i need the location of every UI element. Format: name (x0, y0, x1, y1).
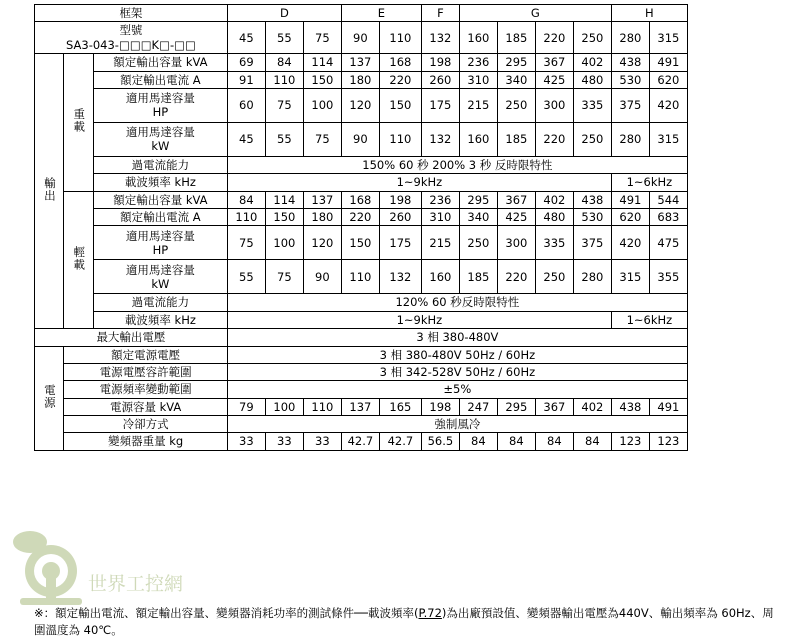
cell: 420 (649, 88, 687, 122)
cell: 544 (649, 191, 687, 208)
cell: 132 (379, 260, 421, 294)
cell: 220 (341, 209, 379, 226)
cell: 100 (303, 88, 341, 122)
cell: 120 (303, 226, 341, 260)
cell: 168 (379, 54, 421, 71)
model-label (35, 22, 228, 54)
model-value: 315 (649, 22, 687, 54)
cell: 75 (227, 226, 265, 260)
model-value: 90 (341, 22, 379, 54)
footnote (34, 605, 774, 638)
table-row-heavy-kw (35, 122, 688, 156)
model-value: 55 (265, 22, 303, 54)
cell: 247 (459, 398, 497, 415)
row-label-heavy-kw: 適用馬達容量 kW (93, 122, 227, 156)
table-row-heavy-carrier (35, 174, 688, 191)
cell: 367 (535, 54, 573, 71)
cell: 100 (265, 398, 303, 415)
cell: 340 (497, 71, 535, 88)
cell: 335 (535, 226, 573, 260)
cell: 250 (573, 122, 611, 156)
cell: 84 (459, 433, 497, 450)
row-label-rated-source-voltage: 額定電源電壓 (64, 346, 227, 363)
cell: 45 (227, 122, 265, 156)
row-label-light-overload: 過電流能力 (93, 294, 227, 311)
cell-light-overload: 120% 60 秒反時限特性 (227, 294, 687, 311)
cell: 69 (227, 54, 265, 71)
cell-light-carrier-b: 1~6kHz (611, 311, 687, 328)
footnote-marker: ※ (34, 606, 44, 620)
cell: 315 (611, 260, 649, 294)
cell: 150 (265, 209, 303, 226)
cell: 402 (573, 398, 611, 415)
cell: 33 (265, 433, 303, 450)
row-label-heavy-hp: 適用馬達容量 HP (93, 88, 227, 122)
cell: 100 (265, 226, 303, 260)
cell: 683 (649, 209, 687, 226)
cell: 84 (265, 54, 303, 71)
cell: 180 (303, 209, 341, 226)
cell: 480 (573, 71, 611, 88)
cell: 165 (379, 398, 421, 415)
section-label-light: 輕載 (64, 191, 93, 329)
cell: 185 (459, 260, 497, 294)
cell: 123 (611, 433, 649, 450)
cell: 300 (497, 226, 535, 260)
cell: 491 (611, 191, 649, 208)
row-label-cooling: 冷卻方式 (64, 416, 227, 433)
cell: 530 (611, 71, 649, 88)
cell: 340 (459, 209, 497, 226)
cell: 137 (341, 398, 379, 415)
cell: 402 (573, 54, 611, 71)
cell: 137 (341, 54, 379, 71)
table-row-max-voltage (35, 329, 688, 346)
frame-group-d: D (227, 5, 341, 22)
table-row-light-kva (35, 191, 688, 208)
watermark-logo (6, 516, 236, 612)
cell-heavy-carrier-a: 1~9kHz (227, 174, 611, 191)
cell: 110 (341, 260, 379, 294)
cell: 425 (497, 209, 535, 226)
frame-group-f: F (421, 5, 459, 22)
table-row-heavy-kva (35, 54, 688, 71)
model-value: 250 (573, 22, 611, 54)
cell: 250 (459, 226, 497, 260)
cell: 42.7 (379, 433, 421, 450)
cell-heavy-overload: 150% 60 秒 200% 3 秒 反時限特性 (227, 156, 687, 173)
cell-heavy-carrier-b: 1~6kHz (611, 174, 687, 191)
frame-group-g: G (459, 5, 611, 22)
row-label-light-amp: 額定輸出電流 A (93, 209, 227, 226)
cell: 185 (497, 122, 535, 156)
row-label-weight: 變頻器重量 kg (64, 433, 227, 450)
cell: 260 (379, 209, 421, 226)
cell: 55 (227, 260, 265, 294)
frame-label: 框架 (35, 5, 228, 22)
cell: 150 (379, 88, 421, 122)
model-value: 220 (535, 22, 573, 54)
cell: 491 (649, 398, 687, 415)
specification-table (34, 4, 688, 451)
cell: 280 (611, 122, 649, 156)
row-label-heavy-kva: 額定輸出容量 kVA (93, 54, 227, 71)
cell: 60 (227, 88, 265, 122)
footnote-text-1: ：額定輸出電流、額定輸出容量、變頻器消耗功率的測試條件──載波頻率( (43, 606, 419, 620)
cell: 438 (611, 54, 649, 71)
cell-rated-source-voltage: 3 相 380-480V 50Hz / 60Hz (227, 346, 687, 363)
cell: 402 (535, 191, 573, 208)
cell: 33 (303, 433, 341, 450)
cell: 91 (227, 71, 265, 88)
row-label-light-kva: 額定輸出容量 kVA (93, 191, 227, 208)
cell: 250 (535, 260, 573, 294)
cell: 110 (227, 209, 265, 226)
model-value: 185 (497, 22, 535, 54)
table-row-source-freq-range (35, 381, 688, 398)
cell: 220 (497, 260, 535, 294)
watermark-text: 世界工控網 (88, 573, 184, 595)
table-row-light-amp (35, 209, 688, 226)
cell: 620 (649, 71, 687, 88)
cell: 425 (535, 71, 573, 88)
cell-cooling: 強制風冷 (227, 416, 687, 433)
cell: 310 (421, 209, 459, 226)
cell: 110 (303, 398, 341, 415)
model-value: 132 (421, 22, 459, 54)
cell: 295 (497, 398, 535, 415)
cell: 84 (227, 191, 265, 208)
cell: 280 (573, 260, 611, 294)
cell: 310 (459, 71, 497, 88)
row-label-heavy-amp: 額定輸出電流 A (93, 71, 227, 88)
cell: 295 (497, 54, 535, 71)
row-label-light-kw: 適用馬達容量 kW (93, 260, 227, 294)
table-row-source-capacity (35, 398, 688, 415)
cell: 79 (227, 398, 265, 415)
model-value: 280 (611, 22, 649, 54)
table-row-heavy-amp (35, 71, 688, 88)
cell: 250 (497, 88, 535, 122)
row-label-light-carrier: 載波頻率 kHz (93, 311, 227, 328)
cell: 375 (611, 88, 649, 122)
cell: 220 (379, 71, 421, 88)
cell: 198 (421, 54, 459, 71)
row-label-source-freq-range: 電源頻率變動範圍 (64, 381, 227, 398)
cell: 198 (379, 191, 421, 208)
cell: 175 (421, 88, 459, 122)
cell: 491 (649, 54, 687, 71)
model-value: 75 (303, 22, 341, 54)
cell: 315 (649, 122, 687, 156)
table-row-source-voltage-range (35, 363, 688, 380)
cell: 620 (611, 209, 649, 226)
cell: 110 (379, 122, 421, 156)
cell: 84 (573, 433, 611, 450)
row-label-source-capacity: 電源容量 kVA (64, 398, 227, 415)
cell: 260 (421, 71, 459, 88)
cell: 114 (265, 191, 303, 208)
cell: 335 (573, 88, 611, 122)
table-row-light-hp (35, 226, 688, 260)
table-row-light-overload (35, 294, 688, 311)
cell: 110 (265, 71, 303, 88)
cell: 75 (303, 122, 341, 156)
cell: 90 (303, 260, 341, 294)
cell: 33 (227, 433, 265, 450)
frame-group-e: E (341, 5, 421, 22)
section-label-heavy: 重載 (64, 54, 93, 192)
table-row-heavy-hp (35, 88, 688, 122)
cell: 530 (573, 209, 611, 226)
cell: 420 (611, 226, 649, 260)
cell: 438 (573, 191, 611, 208)
cell: 180 (341, 71, 379, 88)
cell: 215 (421, 226, 459, 260)
cell: 367 (497, 191, 535, 208)
cell-max-voltage: 3 相 380-480V (227, 329, 687, 346)
footnote-text-3: 440V、輸出頻率為 60Hz、周圍溫度為 40℃。 (34, 606, 774, 637)
model-value: 45 (227, 22, 265, 54)
cell: 132 (421, 122, 459, 156)
cell: 475 (649, 226, 687, 260)
footnote-text-2: )為出廠預設值、變頻器輸出電壓為 (441, 606, 619, 620)
table-row-heavy-overload (35, 156, 688, 173)
table-row-light-carrier (35, 311, 688, 328)
frame-group-h: H (611, 5, 687, 22)
table-row-model (35, 22, 688, 54)
cell: 438 (611, 398, 649, 415)
cell: 75 (265, 88, 303, 122)
cell-source-voltage-range: 3 相 342-528V 50Hz / 60Hz (227, 363, 687, 380)
section-label-power: 電源 (35, 346, 64, 450)
cell: 150 (341, 226, 379, 260)
footnote-link[interactable]: P.72 (418, 606, 442, 620)
cell: 295 (459, 191, 497, 208)
cell: 220 (535, 122, 573, 156)
cell: 355 (649, 260, 687, 294)
cell-source-freq-range: ±5% (227, 381, 687, 398)
table-row-frame (35, 5, 688, 22)
section-label-output: 輸出 (35, 54, 64, 329)
cell: 84 (535, 433, 573, 450)
cell: 236 (421, 191, 459, 208)
row-label-max-voltage: 最大輸出電壓 (35, 329, 228, 346)
row-label-source-voltage-range: 電源電壓容許範圍 (64, 363, 227, 380)
cell: 480 (535, 209, 573, 226)
cell: 56.5 (421, 433, 459, 450)
table-row-rated-source-voltage (35, 346, 688, 363)
cell: 300 (535, 88, 573, 122)
cell: 168 (341, 191, 379, 208)
table-row-light-kw (35, 260, 688, 294)
cell: 175 (379, 226, 421, 260)
cell: 367 (535, 398, 573, 415)
row-label-light-hp: 適用馬達容量 HP (93, 226, 227, 260)
model-value: 110 (379, 22, 421, 54)
table-row-weight (35, 433, 688, 450)
cell: 236 (459, 54, 497, 71)
cell: 150 (303, 71, 341, 88)
row-label-heavy-carrier: 載波頻率 kHz (93, 174, 227, 191)
cell: 90 (341, 122, 379, 156)
cell: 123 (649, 433, 687, 450)
cell: 375 (573, 226, 611, 260)
cell: 114 (303, 54, 341, 71)
cell: 137 (303, 191, 341, 208)
cell: 55 (265, 122, 303, 156)
cell: 120 (341, 88, 379, 122)
row-label-heavy-overload: 過電流能力 (93, 156, 227, 173)
cell: 215 (459, 88, 497, 122)
model-value: 160 (459, 22, 497, 54)
cell: 160 (459, 122, 497, 156)
table-row-cooling (35, 416, 688, 433)
cell: 84 (497, 433, 535, 450)
cell: 75 (265, 260, 303, 294)
model-label-line1: 型號 (119, 23, 143, 38)
model-label-line2: SA3-043-□□□K□-□□ (66, 37, 196, 52)
cell-light-carrier-a: 1~9kHz (227, 311, 611, 328)
cell: 42.7 (341, 433, 379, 450)
cell: 198 (421, 398, 459, 415)
cell: 160 (421, 260, 459, 294)
